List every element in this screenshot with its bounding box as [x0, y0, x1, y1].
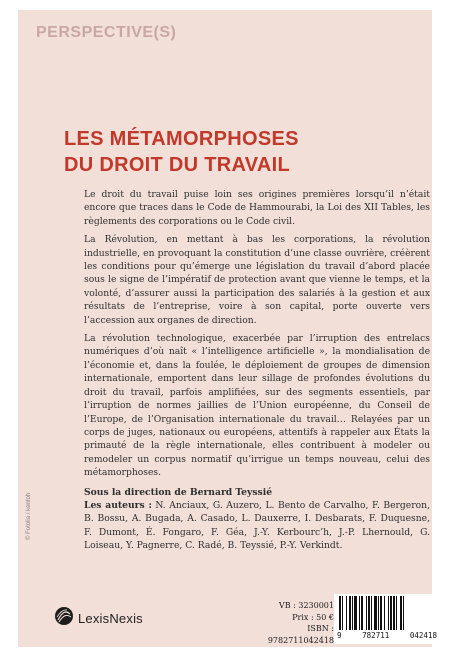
barcode-bars-icon [339, 596, 433, 632]
isbn: ISBN : 9782711042418 [267, 624, 334, 645]
photo-credit: © Fotolia / kentoh [26, 492, 32, 540]
authors-label: Les auteurs : [84, 499, 152, 511]
lexisnexis-emblem-icon [54, 606, 74, 630]
blurb [84, 188, 430, 553]
price: Prix : 50 € [292, 612, 334, 622]
barcode-digit-group: 9 [337, 631, 342, 640]
barcode-digit-group: 782711 [362, 631, 390, 640]
book-title-line-2: DU DROIT DU TRAVAIL [64, 154, 291, 176]
authors-line [84, 499, 430, 553]
book-meta [262, 600, 334, 646]
publisher-logo [54, 606, 143, 630]
blurb-paragraph: La révolution technologique, exacerbée par l’irruption des entrelacs numériques d’où naît « l’intelligence artificielle », la mondialisation de l’économie et, dans la foulée, le déploiement de groupes de dimension internationale, emportent dans leur sillage de profondes évolutions du droit du travail, parfois amplifiées, sur des segments essentiels, par l’irruption de normes jaillies de l’Union européenne, du Conseil de l’Europe, de l’Organisation internationale du travail… Relayées par un corps de juges, nationaux ou européens, attentifs à rappeler aux États la primauté de la règle internationale, elles contribuent à modeler ou remodeler un corpus normatif qu’irrigue un temps nouveau, celui des métamorphoses. [84, 333, 430, 479]
authors-list: N. Anciaux, G. Auzero, L. Bento de Carvalho, F. Bergeron, B. Bossu, A. Bugada, A. Casado, L. Dauxerre, I. Desbarats, F. Duquesne, F. Dumont, É. Fongaro, F. Géa, J.-Y. Kerbourc’h, J.-P. Lhernould, G. Loiseau, Y. Pagnerre, C. Radé, B. Teyssié, P.-Y. Verkindt. [84, 499, 430, 552]
publisher-name: LexisNexis [78, 610, 143, 626]
vb-code: VB : 3230001 [278, 601, 334, 610]
barcode [334, 594, 438, 644]
blurb-paragraph: La Révolution, en mettant à bas les corporations, la révolution industrielle, en provoquant la constitution d’une classe ouvrière, créèrent les conditions pour qu’émerge une législation du travail d’abord placée sous le signe de l’impératif de protection avant que vienne le temps, et la volonté, d’assurer aussi la participation des salariés à la gestion et aux résultats de l’entreprise, voire à son capital, porte ouverte vers l’accession aux organes de direction. [84, 234, 430, 326]
barcode-digits [337, 631, 437, 640]
blurb-paragraph: Le droit du travail puise loin ses origines premières lorsqu’il n’était encore que traces dans le Code de Hammourabi, la Loi des XII Tables, les règlements des corporations ou le Code civil. [84, 189, 430, 227]
credits-block [84, 486, 430, 553]
editor-line: Sous la direction de Bernard Teyssié [84, 486, 273, 498]
book-title [64, 126, 299, 178]
barcode-digit-group: 042418 [409, 631, 437, 640]
back-cover [18, 10, 437, 647]
series-name: PERSPECTIVE(S) [36, 24, 177, 41]
book-title-line-1: LES MÉTAMORPHOSES [64, 128, 299, 150]
